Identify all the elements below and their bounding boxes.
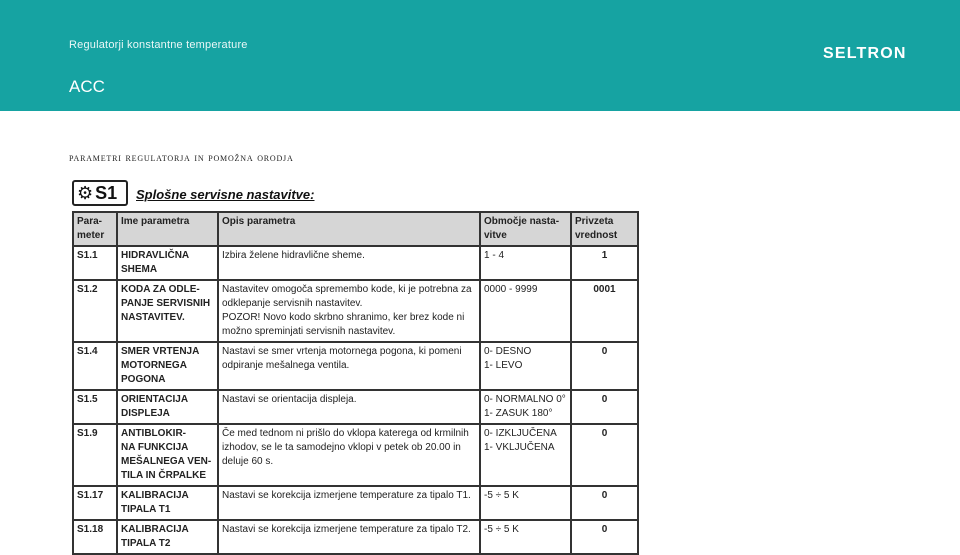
col-header-name: Ime parametra: [117, 212, 218, 246]
col-header-range: Območje nasta- vitve: [480, 212, 571, 246]
slide-subtitle: Regulatorji konstantne temperature: [69, 39, 248, 51]
param-description: Nastavi se korekcija izmerjene temperature za tipalo T1.: [218, 486, 480, 520]
param-range: 1 - 4: [480, 246, 571, 280]
s1-badge: [72, 180, 128, 206]
col-header-desc: Opis parametra: [218, 212, 480, 246]
param-code: S1.2: [73, 280, 117, 342]
param-code: S1.5: [73, 390, 117, 424]
table-header-row: [73, 212, 638, 246]
param-name: ANTIBLOKIR- NA FUNKCIJA MEŠALNEGA VEN- TILA IN ČRPALKE: [117, 424, 218, 486]
param-description: Nastavi se smer vrtenja motornega pogona, ki pomeni odpiranje mešalnega ventila.: [218, 342, 480, 390]
param-name: HIDRAVLIČNA SHEMA: [117, 246, 218, 280]
param-default: 0: [571, 486, 638, 520]
param-description: Izbira želene hidravlične sheme.: [218, 246, 480, 280]
param-range: 0- IZKLJUČENA 1- VKLJUČENA: [480, 424, 571, 486]
table-row: [73, 486, 638, 520]
col-header-param: Para- meter: [73, 212, 117, 246]
param-name: ORIENTACIJA DISPLEJA: [117, 390, 218, 424]
parameters-table: [72, 211, 639, 555]
slide-header: [0, 0, 960, 111]
col-header-default: Privzeta vrednost: [571, 212, 638, 246]
table-row: [73, 280, 638, 342]
param-default: 0: [571, 342, 638, 390]
param-name: SMER VRTENJA MOTORNEGA POGONA: [117, 342, 218, 390]
param-range: 0000 - 9999: [480, 280, 571, 342]
param-range: 0- NORMALNO 0° 1- ZASUK 180°: [480, 390, 571, 424]
s1-heading-block: [72, 180, 372, 208]
param-default: 0: [571, 520, 638, 554]
param-description: Nastavitev omogoča spremembo kode, ki je potrebna za odklepanje servisnih nastavitev. POZOR! Novo kodo skrbno shranimo, ker brez kode ni možno spreminjati servisnih nastavitev.: [218, 280, 480, 342]
table-row: [73, 424, 638, 486]
param-name: KALIBRACIJA TIPALA T2: [117, 520, 218, 554]
param-description: Nastavi se korekcija izmerjene temperature za tipalo T2.: [218, 520, 480, 554]
param-code: S1.1: [73, 246, 117, 280]
param-description: Če med tednom ni prišlo do vklopa katerega od krmilnih izhodov, se le ta samodejno vklopi v petek ob 20.00 in deluje 60 s.: [218, 424, 480, 486]
param-default: 0001: [571, 280, 638, 342]
gear-icon: ⚙: [77, 183, 94, 203]
table-row: [73, 520, 638, 554]
param-code: S1.18: [73, 520, 117, 554]
param-range: 0- DESNO 1- LEVO: [480, 342, 571, 390]
param-default: 0: [571, 390, 638, 424]
section-title: parametri regulatorja in pomožna orodja: [69, 150, 294, 164]
param-code: S1.9: [73, 424, 117, 486]
table-row: [73, 246, 638, 280]
table-row: [73, 342, 638, 390]
param-range: -5 ÷ 5 K: [480, 486, 571, 520]
param-default: 0: [571, 424, 638, 486]
param-name: KODA ZA ODLE- PANJE SERVISNIH NASTAVITEV.: [117, 280, 218, 342]
slide-title: ACC: [69, 77, 105, 96]
s1-code: S1: [95, 182, 118, 203]
param-description: Nastavi se orientacija displeja.: [218, 390, 480, 424]
table-row: [73, 390, 638, 424]
param-code: S1.17: [73, 486, 117, 520]
s1-heading: Splošne servisne nastavitve:: [136, 187, 315, 202]
table-body: [73, 246, 638, 554]
brand-logo: SELTRON: [823, 45, 907, 62]
param-code: S1.4: [73, 342, 117, 390]
param-default: 1: [571, 246, 638, 280]
param-range: -5 ÷ 5 K: [480, 520, 571, 554]
param-name: KALIBRACIJA TIPALA T1: [117, 486, 218, 520]
